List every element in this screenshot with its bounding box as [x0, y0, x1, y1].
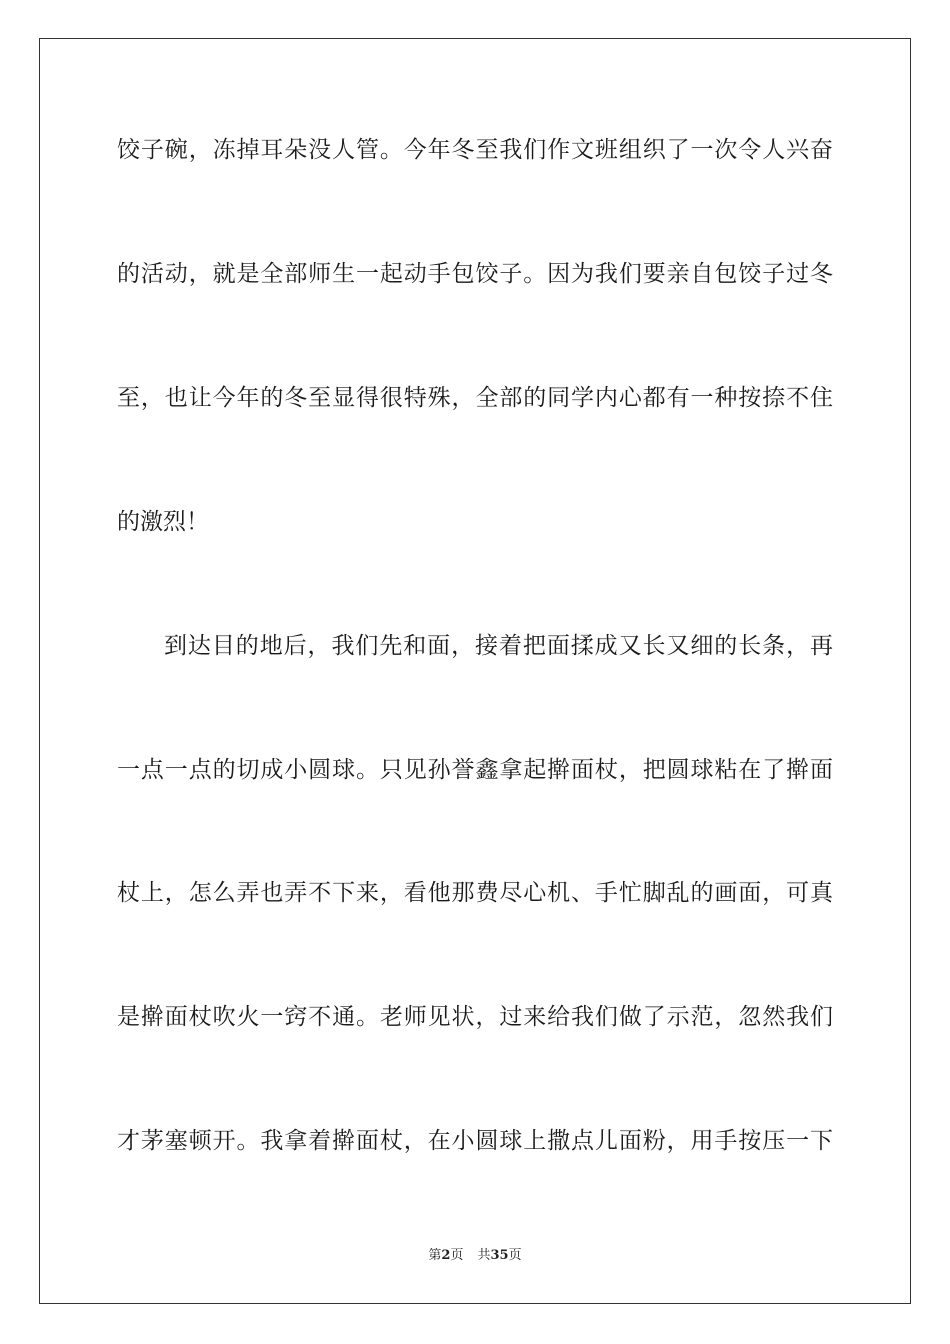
- body-text-line-6: 一点一点的切成小圆球。只见孙誉鑫拿起擀面杖，把圆球粘在了擀面: [117, 757, 833, 783]
- body-text-line-1: 饺子碗，冻掉耳朵没人管。今年冬至我们作文班组织了一次令人兴奋: [117, 137, 833, 163]
- body-text-line-4: 的激烈！: [117, 509, 209, 535]
- page-suffix: 页: [450, 1248, 464, 1263]
- page-prefix: 第: [428, 1248, 442, 1263]
- total-pages: 35: [490, 1248, 509, 1263]
- page-number: 2: [441, 1248, 451, 1263]
- body-text-line-7: 杖上，怎么弄也弄不下来，看他那费尽心机、手忙脚乱的画面，可真: [117, 880, 833, 906]
- total-suffix: 页: [508, 1248, 522, 1263]
- page-footer: [0, 1246, 950, 1266]
- total-prefix: 共: [477, 1248, 491, 1263]
- body-text-line-5: 到达目的地后，我们先和面，接着把面揉成又长又细的长条，再: [164, 633, 833, 659]
- body-text-line-8: 是擀面杖吹火一窍不通。老师见状，过来给我们做了示范，忽然我们: [117, 1004, 833, 1030]
- body-text-line-2: 的活动，就是全部师生一起动手包饺子。因为我们要亲自包饺子过冬: [117, 261, 833, 287]
- body-text-line-3: 至，也让今年的冬至显得很特殊，全部的同学内心都有一种按捺不住: [117, 385, 833, 411]
- body-text-line-9: 才茅塞顿开。我拿着擀面杖，在小圆球上撒点儿面粉，用手按压一下: [117, 1128, 833, 1154]
- page-border: [39, 38, 911, 1304]
